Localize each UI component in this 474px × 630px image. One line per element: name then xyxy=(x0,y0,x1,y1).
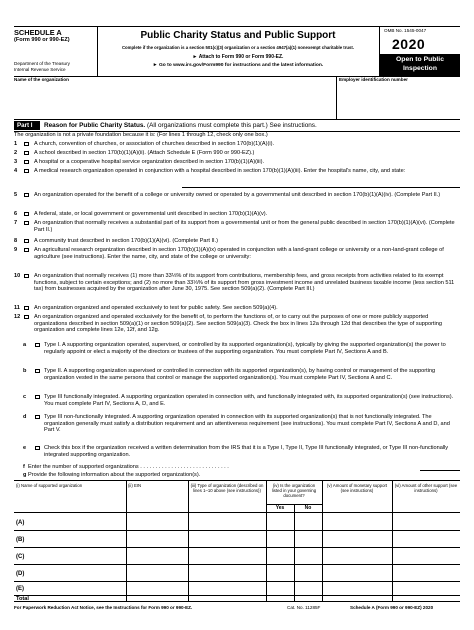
org-name-field[interactable] xyxy=(14,84,334,118)
line-12e-checkbox[interactable] xyxy=(35,446,40,451)
footer-cat-number: Cat. No. 11285F xyxy=(287,605,321,610)
header-divider-left xyxy=(97,26,98,76)
line-7: 7 An organization that normally receives a substantial part of its support from a governmental unit or from the general public described in section 170(b)(1)(A)(vi). (Complete Part II.) xyxy=(14,220,455,233)
table-row-d-label: (D) xyxy=(16,571,25,577)
schedule-a-page: SCHEDULE A (Form 990 or 990-EZ) Department of the Treasury Internal Revenue Service Public Charity Status and Public Support Complete if the organization is a section 501(c)(3) organization or a section 4947(a)(1) nonexempt charitable trust. ► Attach to Form 990 or Form 990-EZ. ► Go to www.irs.gov/Form990 for instructions and the latest information. OMB No. 1545-0047 2020 Open to Public Inspection Name of the organization Employer identification number Part I Reason for Public Charity Status. (All organizations must complete this part.) See instructions. The organization is not a private foundation because it is: (For lines 1 through 12, check only one box.) 1 A church, convention of churches, or association of churches described in section 170(b)(1)(A)(i). 2 A school described in section 170(b)(1)(A)(ii). (Attach Schedule E (Form 990 or 990-EZ).) 3 A hospital or a cooperative hospital service organization described in section 170(b)(1)(A)(iii). 4 A medical research organization operated in conjunction with a hospital described in section 170(b)(1)(A)(iii). Enter the hospital's name, city, and state: 5 An organization operated for the benefit of a college or university owned or operated by a governmental unit described in section 170(b)(1)(A)(iv). (Complete Part II.) 6 A federal, state, or local government or governmental unit described in section 170(b)(1)(A)(v). 7 An organization that normally receives a substantial part of its support from a governmental unit or from the general public described in section 170(b)(1)(A)(vi). (Complete Part II.) 8 A community trust described in section 170(b)(1)(A)(vi). (Complete Part II.) 9 An agricultural research organization described in section 170(b)(1)(A)(ix) operated in conjunction with a land-grant college or university or a non-land-grant college of agriculture (see instructions). Enter the name, city, and state of the college or university: 10 An organization that normally receives (1) more than 33⅓% of its support from contributions, membership fees, and gross receipts from activities related to its exempt functions, subject to certain exceptions; and (2) no more than 33⅓% of its support from gross investment income and unrelated business taxable income (less section 511 tax) from businesses acquired by the organization after June 30, 1975. See section 509(a)(2). (Complete Part III.) 11 An organization organized and operated exclusively to test for public safety. See section 509(a)(4). 12 An organization organized and operated exclusively for the benefit of, to perform the functions of, or to carry out the purposes of one or more publicly supported organizations described in section 509(a)(1) or section 509(a)(2). See section 509(a)(3). Check the box in lines 12a through 12d that describes the type of supporting organization and complete lines 12e, 12f, and 12g. a Type I. A supporting organization operated, supervised, or controlled by its supported organization(s), typically by giving the supported organization(s) the power to regularly appoint or elect a majority of the directors or trustees of the supporting organization. You must complete Part IV, Sections A and B. b Type II. A supporting organization supervised or controlled in connection with its supported organization(s), by having control or management of the supporting organization vested in the same persons that control or manage the supported organization(s). You must complete Part IV, Sections A and C. c Type III functionally integrated. A supporting organization operated in connection with, and functionally integrated with, its supported organization(s) (see instructions). You must complete Part IV, Sections A, D, and E. d Type III non-functionally integrated. A supporting organization operated in connection with its supported organization(s) that is not functionally integrated. The organization generally must satisfy a distribution requirement and an attentiveness requirement (see instructions). You must complete Part IV, Sections A and D, and Part V. e Check this box if the organization received a written determination from the IRS that it is a Type I, Type II, Type III functionally integrated, or Type III non-functionally integrated supporting organization. f Enter the number of supported organizations . . . . . . . . . . . . . . . . . . . . . . . . . . . . . g Provide the following information about the supported organization(s). (i) Name of supported organization (ii) EIN (iii) Type of organization (described on lines 1–10 above (see instructions)) (iv) Is the organization listed in your governing document? Yes No (v) Amount of monetary support (see instructions) (vi) Amount of other support (see instructions) (A) (B) (C) (D) (E) Total For Paperwork Reduction Act Notice, see the Instructions for Form 990 or 990-EZ. Cat. No. 11285F Schedule A (Form 990 or 990-EZ) 2020 xyxy=(0,0,474,630)
footer-paperwork-notice: For Paperwork Reduction Act Notice, see the Instructions for Form 990 or 990-EZ. xyxy=(14,605,193,610)
line-1-checkbox[interactable] xyxy=(24,142,29,147)
table-row-b-label: (B) xyxy=(16,537,25,543)
table-bottom-rule xyxy=(14,601,460,602)
col-header-other: (vi) Amount of other support (see instructions) xyxy=(394,483,458,493)
org-name-label: Name of the organization xyxy=(14,77,69,82)
col-divider-yesno xyxy=(294,504,295,602)
line-12-checkbox[interactable] xyxy=(24,315,29,320)
footer-schedule-label: Schedule A (Form 990 or 990-EZ) 2020 xyxy=(350,605,434,610)
open-to-public-box xyxy=(380,54,460,76)
line-12f-entry-field[interactable] xyxy=(420,462,460,471)
col-divider-3 xyxy=(266,480,267,602)
part1-badge xyxy=(14,121,40,130)
line-12b-checkbox[interactable] xyxy=(35,369,40,374)
table-top-rule xyxy=(14,480,460,481)
omb-number: OMB No. 1545-0047 xyxy=(384,28,427,33)
dept-label: Department of the Treasury xyxy=(14,61,70,66)
line-10-checkbox[interactable] xyxy=(24,274,29,279)
col-header-listed: (iv) Is the organization listed in your governing document? xyxy=(271,483,317,498)
part1-intro: The organization is not a private foundation because it is: (For lines 1 through 12, check only one box.) xyxy=(14,132,268,138)
supported-org-table xyxy=(14,480,460,602)
ein-divider xyxy=(336,76,337,119)
line-12c-checkbox[interactable] xyxy=(35,395,40,400)
line-5: 5 An organization operated for the benefit of a college or university owned or operated by a governmental unit described in section 170(b)(1)(A)(iv). (Complete Part II.) xyxy=(14,192,441,198)
col-header-no: No xyxy=(304,505,312,511)
line-12b: b Type II. A supporting organization supervised or controlled in connection with its supported organization(s), by having control or management of the supporting organization vested in the same persons that control or manage the supported organization(s). You must complete Part IV, Sections A and C. xyxy=(23,368,436,381)
line-12d: d Type III non-functionally integrated. A supporting organization operated in connection with its supported organization(s) that is not functionally integrated. The organization generally must satisfy a distribution requirement and an attentiveness requirement (see instructions). You must complete Part IV, Sections A and D, and Part V. xyxy=(23,414,450,434)
ein-label: Employer identification number xyxy=(339,77,408,82)
irs-label: Internal Revenue Service xyxy=(14,67,66,72)
form-subtitle: Complete if the organization is a section 501(c)(3) organization or a section 4947(a)(1) nonexempt charitable trust. xyxy=(121,45,355,50)
line-6-checkbox[interactable] xyxy=(24,212,29,217)
table-total-label: Total xyxy=(16,596,29,602)
col-divider-2 xyxy=(188,480,189,602)
line-3-checkbox[interactable] xyxy=(24,160,29,165)
part1-label: Part I xyxy=(17,122,33,129)
goto-instruction: ► Go to www.irs.gov/Form990 for instructions and the latest information. xyxy=(152,63,324,68)
table-header-rule xyxy=(14,512,460,513)
line-10: 10 An organization that normally receives (1) more than 33⅓% of its support from contributions, membership fees, and gross receipts from activities related to its exempt functions, subject to certain exceptions; and (2) no more than 33⅓% of its support from gross investment income and unrelated business taxable income (less section 511 tax) from businesses acquired by the organization after June 30, 1975. See section 509(a)(2). (Complete Part III.) xyxy=(14,273,455,293)
open-to-public-line1: Open to Public xyxy=(396,56,444,63)
col-header-name: (i) Name of supported organization xyxy=(16,483,83,488)
form-title: Public Charity Status and Public Support xyxy=(140,30,336,41)
header-top-rule xyxy=(14,26,460,27)
table-row-c-label: (C) xyxy=(16,554,25,560)
line-4: 4 A medical research organization operated in conjunction with a hospital described in section 170(b)(1)(A)(iii). Enter the hospital's name, city, and state: xyxy=(14,168,406,174)
col-header-yes: Yes xyxy=(275,505,285,511)
line-5-checkbox[interactable] xyxy=(24,193,29,198)
line-12e: e Check this box if the organization received a written determination from the IRS that it is a Type I, Type II, Type III functionally integrated, or Type III non-functionally integrated supporting organization. xyxy=(23,445,449,458)
name-row-bottom-rule xyxy=(14,119,460,120)
attach-instruction: ► Attach to Form 990 or Form 990-EZ. xyxy=(192,54,284,60)
ein-field[interactable] xyxy=(338,84,458,118)
col-divider-5 xyxy=(392,480,393,602)
table-row-e-label: (E) xyxy=(16,586,24,592)
part1-title: Reason for Public Charity Status. (All organizations must complete this part.) See instructions. xyxy=(44,122,317,129)
yesno-top-rule xyxy=(266,504,322,505)
line-12a: a Type I. A supporting organization operated, supervised, or controlled by its supported organization(s), typically by giving the supported organization(s) the power to regularly appoint or elect a majority of the directors or trustees of the supporting organization. You must complete Part IV, Sections A and B. xyxy=(23,342,446,355)
form-label: (Form 990 or 990-EZ) xyxy=(14,37,70,43)
line-2-checkbox[interactable] xyxy=(24,151,29,156)
line-9-checkbox[interactable] xyxy=(24,248,29,253)
line-12d-checkbox[interactable] xyxy=(35,415,40,420)
line-12: 12 An organization organized and operated exclusively for the benefit of, to perform the functions of, or to carry out the purposes of one or more publicly supported organizations described in section 509(a)(1) or section 509(a)(2). See section 509(a)(3). Check the box in lines 12a through 12d that describes the type of supporting organization and complete lines 12e, 12f, and 12g. xyxy=(14,314,442,334)
col-divider-4 xyxy=(322,480,323,602)
tax-year: 2020 xyxy=(392,36,426,52)
open-to-public-line2: Inspection xyxy=(403,65,437,72)
col-divider-1 xyxy=(126,480,127,602)
line-11-checkbox[interactable] xyxy=(24,306,29,311)
col-header-ein: (ii) EIN xyxy=(128,483,142,488)
col-header-type: (iii) Type of organization (described on lines 1–10 above (see instructions)) xyxy=(190,483,264,493)
col-header-monetary: (v) Amount of monetary support (see instructions) xyxy=(326,483,388,493)
table-row-a-label: (A) xyxy=(16,520,25,526)
schedule-label: SCHEDULE A xyxy=(14,28,62,37)
line-8-checkbox[interactable] xyxy=(24,239,29,244)
line-4-checkbox[interactable] xyxy=(24,169,29,174)
line-7-checkbox[interactable] xyxy=(24,221,29,226)
line-9: 9 An agricultural research organization described in section 170(b)(1)(A)(ix) operated in conjunction with a land-grant college or university or a non-land-grant college of agriculture (see instructions). Enter the name, city, and state of the college or university: xyxy=(14,247,444,260)
line-12a-checkbox[interactable] xyxy=(35,343,40,348)
line-12c: c Type III functionally integrated. A supporting organization operated in connection with, and functionally integrated with, its supported organization(s) (see instructions). You must complete Part IV, Sections A, D, and E. xyxy=(23,394,454,407)
